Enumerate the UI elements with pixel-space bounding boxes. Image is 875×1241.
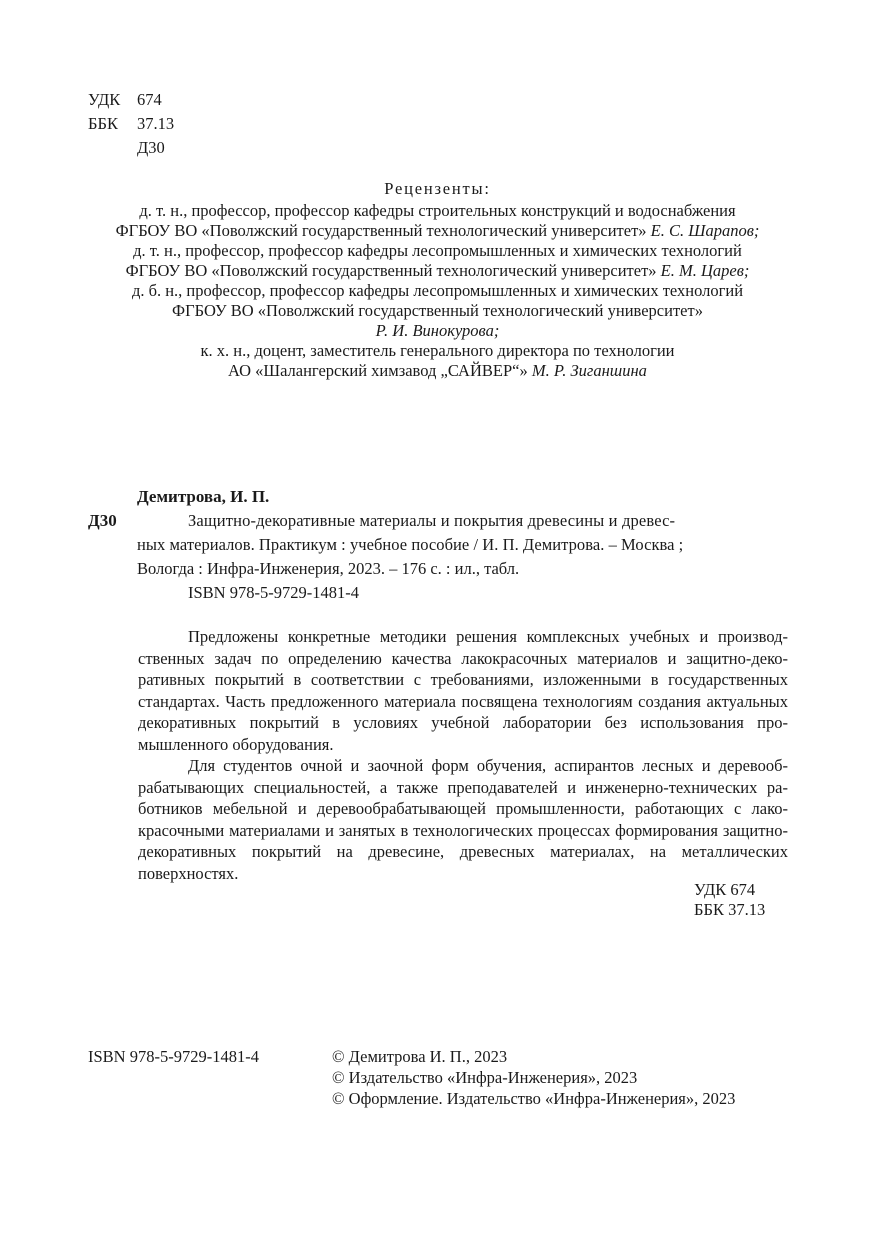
reviewer-line: д. т. н., профессор, профессор кафедры лесопромышленных и химических технологий [133, 241, 742, 260]
copyright-design: © Оформление. Издательство «Инфра-Инженерия», 2023 [332, 1089, 736, 1108]
annotation-paragraph-1: Предложены конкретные методики решения комплексных учебных и производственных задач по определению качества лакокрасочных материалов и защитно-декоративных покрытий в соответствии с требованиями, изложенными в государственных стандартах. Часть предложенного материала посвящена технологиям создания актуальных декоративных покрытий в условиях учебной лаборатории без использования промышленного оборудования. [138, 627, 788, 754]
bib-author: Демитрова, И. П. [137, 487, 270, 506]
reviewer-line: д. т. н., профессор, профессор кафедры строительных конструкций и водоснабжения [139, 201, 736, 220]
bib-isbn: ISBN 978-5-9729-1481-4 [188, 583, 359, 602]
bib-mark: Д30 [88, 511, 117, 530]
reviewer-line: к. х. н., доцент, заместитель генерального директора по технологии [200, 341, 675, 360]
reviewer-line: ФГБОУ ВО «Поволжский государственный технологический университет» Е. С. Шарапов; [115, 221, 760, 240]
classification-bbk: ББК 37.13 [694, 900, 766, 919]
copyright-author: © Демитрова И. П., 2023 [332, 1047, 508, 1066]
author-mark: Д30 [137, 138, 165, 157]
reviewer-line: Р. И. Винокурова; [375, 321, 500, 340]
annotation [138, 626, 788, 884]
footer-isbn: ISBN 978-5-9729-1481-4 [88, 1047, 259, 1066]
bib-title-line3: Вологда : Инфра-Инженерия, 2023. – 176 с. : ил., табл. [137, 559, 520, 578]
copyright-publisher: © Издательство «Инфра-Инженерия», 2023 [332, 1068, 638, 1087]
udk-label: УДК [88, 90, 121, 109]
bib-title-line2: ных материалов. Практикум : учебное пособие / И. П. Демитрова. – Москва ; [137, 535, 684, 554]
udk-value: 674 [137, 90, 162, 109]
reviewer-line: ФГБОУ ВО «Поволжский государственный технологический университет» Е. М. Царев; [125, 261, 750, 280]
reviewer-line: АО «Шалангерский химзавод „САЙВЕР“» М. Р. Зиганшина [228, 361, 647, 380]
reviewers-title: Рецензенты: [384, 179, 491, 198]
bbk-value: 37.13 [137, 114, 175, 133]
classification-udk: УДК 674 [694, 880, 756, 899]
reviewer-line: д. б. н., профессор, профессор кафедры лесопромышленных и химических технологий [131, 281, 744, 300]
reviewer-line: ФГБОУ ВО «Поволжский государственный технологический университет» [172, 301, 703, 320]
bbk-label: ББК [88, 114, 118, 133]
annotation-paragraph-2: Для студентов очной и заочной форм обучения, аспирантов лесных и деревообрабатывающих специальностей, а также преподавателей и инженерно-технических работников мебельной и деревообрабатывающей промышленности, работающих с лакокрасочными материалами и занятых в технологических процессах формирования защитно-декоративных покрытий на древесине, древесных материалах, на металлических поверхностях. [138, 756, 788, 883]
bib-title-line1: Защитно-декоративные материалы и покрытия древесины и древес- [188, 511, 676, 530]
